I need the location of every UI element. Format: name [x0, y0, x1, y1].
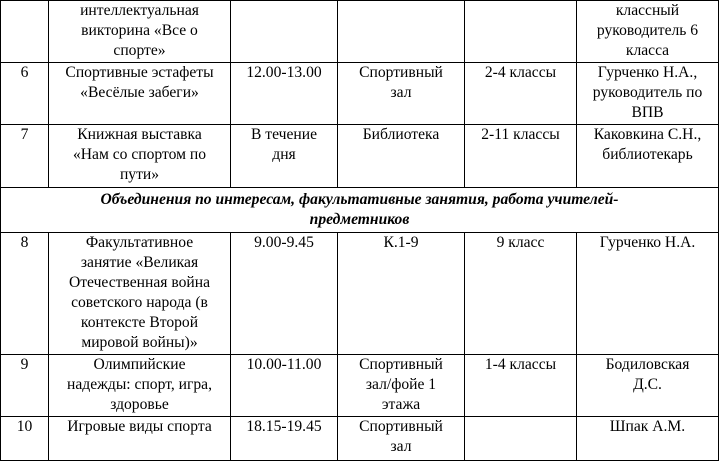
table-row: [1, 63, 719, 125]
row-number: 6: [1, 63, 49, 125]
table-row: [1, 1, 719, 63]
place-cell: Спортивный зал: [338, 63, 465, 125]
responsible-cell: Гурченко Н.А., руководитель по ВПВ: [577, 63, 719, 125]
event-cell: Факультативное занятие «Великая Отечественная война советского народа (в контексте Второй мировой войны)»: [49, 233, 231, 355]
responsible-cell: Гурченко Н.А.: [577, 233, 719, 355]
event-cell: Книжная выставка «Нам со спортом по пути»: [49, 125, 231, 188]
participants-cell: 2-4 классы: [465, 63, 577, 125]
row-number: [1, 1, 49, 63]
row-number: 10: [1, 417, 49, 461]
participants-cell: 2-11 классы: [465, 125, 577, 188]
time-cell: [231, 1, 338, 63]
row-number: 7: [1, 125, 49, 188]
place-cell: Библиотека: [338, 125, 465, 188]
time-cell: 9.00-9.45: [231, 233, 338, 355]
table-row: [1, 355, 719, 417]
time-cell: 18.15-19.45: [231, 417, 338, 461]
responsible-cell: Шпак А.М.: [577, 417, 719, 461]
event-cell: Олимпийские надежды: спорт, игра, здоровье: [49, 355, 231, 417]
row-number: 8: [1, 233, 49, 355]
table-row: [1, 233, 719, 355]
table-row: [1, 417, 719, 461]
place-cell: [338, 1, 465, 63]
participants-cell: 1-4 классы: [465, 355, 577, 417]
time-cell: 12.00-13.00: [231, 63, 338, 125]
time-cell: В течение дня: [231, 125, 338, 188]
event-cell: Спортивные эстафеты «Весёлые забеги»: [49, 63, 231, 125]
responsible-cell: Бодиловская Д.С.: [577, 355, 719, 417]
event-cell: интеллектуальная викторина «Все о спорте»: [49, 1, 231, 63]
responsible-cell: классный руководитель 6 класса: [577, 1, 719, 63]
section-header-row: [1, 188, 719, 233]
section-title: Объединения по интересам, факультативные занятия, работа учителей- предметников: [1, 188, 719, 233]
participants-cell: [465, 417, 577, 461]
table-row: [1, 125, 719, 188]
participants-cell: [465, 1, 577, 63]
participants-cell: 9 класс: [465, 233, 577, 355]
place-cell: Спортивный зал: [338, 417, 465, 461]
place-cell: К.1-9: [338, 233, 465, 355]
place-cell: Спортивный зал/фойе 1 этажа: [338, 355, 465, 417]
responsible-cell: Каковкина С.Н., библиотекарь: [577, 125, 719, 188]
time-cell: 10.00-11.00: [231, 355, 338, 417]
event-cell: Игровые виды спорта: [49, 417, 231, 461]
row-number: 9: [1, 355, 49, 417]
